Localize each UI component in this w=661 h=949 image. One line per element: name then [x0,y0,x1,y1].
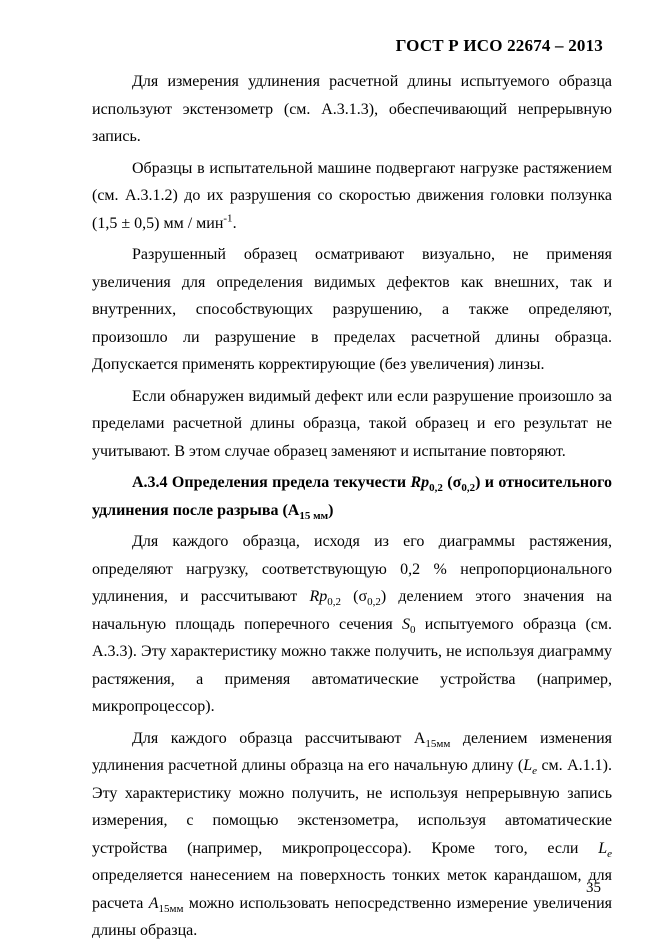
document-body [92,68,612,949]
page-number: 35 [586,880,601,896]
paragraph-defect: Если обнаружен видимый дефект или если разрушение произошло за пределами расчетной длины образца, такой образец и его результат не учитывают. В этом случае образец заменяют и испытание повторяют. [92,387,612,460]
paragraph-yield-strength: Для каждого образца, исходя из его диаграммы растяжения, определяют нагрузку, соответствующую 0,2 % непропорционального удлинения, и рассчитывают $Rp_{0,2}$ $(\sigma_{0,2})$ делением этого значения на начальную площадь поперечного сечения $S_0$ испытуемого образца (см. А.3.3). Эту характеристику можно также получить, не используя диаграмму растяжения, а применяя автоматические устройства (например, микропроцессор). [92,533,613,715]
document-header: ГОСТ Р ИСО 22674 – 2013 [395,36,603,55]
paragraph-loading: Образцы в испытательной машине подвергают нагрузке растяжением (см. А.3.1.2) до их разрушения со скоростью движения головки ползунка (1,5 ± 0,5) мм / мин$^{-1}$. [92,159,612,232]
paragraph-elongation: Для каждого образца рассчитывают $А_{15мм}$ делением изменения удлинения расчетной длины образца на его начальную длину ($L_e$ см. А.1.1). Эту характеристику можно получить, не используя непрерывную запись измерения, с помощью экстензометра, используя автоматические устройства (например, микропроцессора). Кроме того, если $L_e$ определяется нанесением на поверхность тонких меток карандашом, для расчета $А_{15мм}$ можно использовать непосредственно измерение увеличения длины образца. [92,729,612,939]
paragraph-extensometer: Для измерения удлинения расчетной длины испытуемого образца используют экстензометр (см. А.3.1.3), обеспечивающий непрерывную запись. [92,73,612,145]
section-heading-a34: А.3.4 Определения предела текучести $Rp_{0,2}$ $(\sigma_{0,2})$ и относительного удлинения после разрыва $(А_{15 мм})$ [92,474,613,522]
paragraph-inspection: Разрушенный образец осматривают визуально, не применяя увеличения для определения видимых дефектов как внешних, так и внутренних, способствующих разрушению, а также определяют, произошло ли разрушение в пределах расчетной длины образца. Допускается применять корректирующие (без увеличения) линзы. [92,246,612,373]
